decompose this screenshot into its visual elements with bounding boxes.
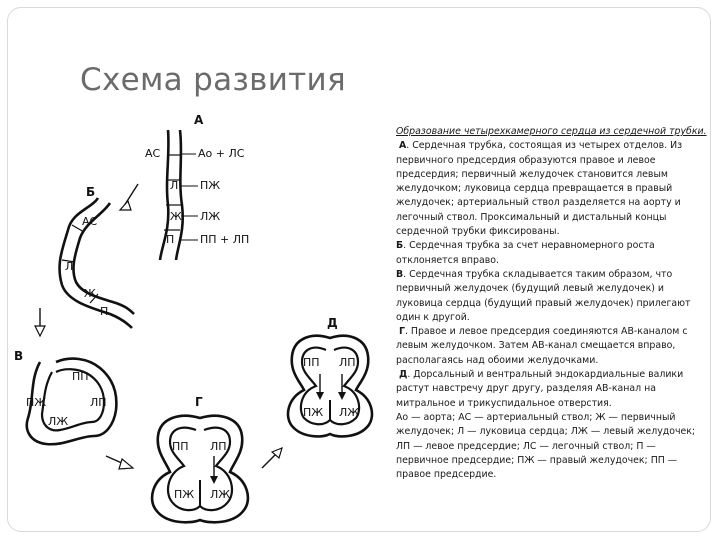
svg-text:ПП: ПП [172, 440, 189, 453]
arrow-a-to-b [120, 184, 138, 210]
svg-text:ЛЖ: ЛЖ [200, 210, 221, 223]
panel-label-b: Б [86, 185, 96, 199]
panel-d [288, 316, 372, 436]
heart-development-figure [0, 100, 400, 540]
svg-text:ПЖ: ПЖ [26, 396, 47, 409]
svg-text:ПП: ПП [72, 370, 89, 383]
svg-text:П: П [166, 233, 175, 246]
panel-label-v: В [14, 349, 24, 363]
svg-text:ЛП: ЛП [210, 440, 227, 453]
svg-text:Л: Л [170, 179, 179, 192]
arrow-b-to-v [35, 308, 45, 336]
svg-text:АС: АС [82, 215, 98, 228]
panel-g [152, 395, 248, 522]
caption-paragraph-b: Б. Сердечная трубка за счет неравномерного роста отклоняется вправо. [396, 240, 655, 266]
caption-paragraph-g: Г. Правое и левое предсердия соединяются АВ-каналом с левым желудочком. Затем АВ-канал смещается вправо, располагаясь над обоими желудочками. [396, 326, 688, 366]
slide-title: Схема развития [80, 62, 346, 98]
svg-text:ПЖ: ПЖ [200, 179, 221, 192]
panel-label-g: Г [195, 395, 203, 409]
svg-text:ЛЖ: ЛЖ [339, 406, 360, 419]
figure-caption [396, 125, 710, 482]
svg-text:ЛЖ: ЛЖ [210, 488, 231, 501]
caption-paragraph-v: В. Сердечная трубка складывается таким образом, что первичный желудочек (будущий левый желудочек) и луковица сердца (будущий правый желудочек) прилегают один к другой. [396, 268, 691, 323]
caption-heading: Образование четырехкамерного сердца из сердечной трубки. [396, 126, 707, 137]
svg-text:ПП: ПП [303, 356, 320, 369]
svg-text:АС: АС [145, 147, 161, 160]
svg-text:ПЖ: ПЖ [174, 488, 195, 501]
svg-text:П: П [100, 305, 109, 318]
arrow-v-to-g [106, 456, 133, 469]
panel-label-a: А [194, 113, 204, 127]
panel-v [14, 349, 116, 444]
svg-text:Л: Л [65, 260, 74, 273]
svg-text:ЛП: ЛП [90, 396, 107, 409]
svg-text:ЛП: ЛП [339, 356, 356, 369]
panel-label-d: Д [327, 316, 338, 330]
caption-legend: Ао — аорта; АС — артериальный ствол; Ж — первичный желудочек; Л — луковица сердца; ЛЖ — левый желудочек; ЛП — левое предсердие; ЛС — легочный ствол; П — первичное предсердие; ПЖ — правый желудочек; ПП — правое предсердие. [396, 411, 696, 481]
svg-text:ПЖ: ПЖ [303, 406, 324, 419]
svg-text:ЛЖ: ЛЖ [48, 415, 69, 428]
svg-text:Ж: Ж [84, 287, 96, 300]
caption-paragraph-a: А. Сердечная трубка, состоящая из четырех отделов. Из первичного предсердия образуются правое и левое предсердия; первичный желудочек становится левым желудочком; луковица сердца превращается в правый желудочек; артериальный ствол разделяется на аорту и легочный ствол. Проксимальный и дистальный концы сердечной трубки фиксированы. [396, 140, 683, 238]
svg-text:ПП + ЛП: ПП + ЛП [200, 233, 250, 246]
caption-paragraph-d: Д. Дорсальный и вентральный эндокардиальные валики растут навстречу друг другу, разделяя АВ-канал на митральное и трикуспидальное отверстия. [396, 369, 684, 409]
arrow-g-to-d [262, 448, 282, 468]
svg-text:Ао + ЛС: Ао + ЛС [198, 147, 245, 160]
panel-a [145, 113, 249, 260]
svg-text:Ж: Ж [170, 210, 182, 223]
